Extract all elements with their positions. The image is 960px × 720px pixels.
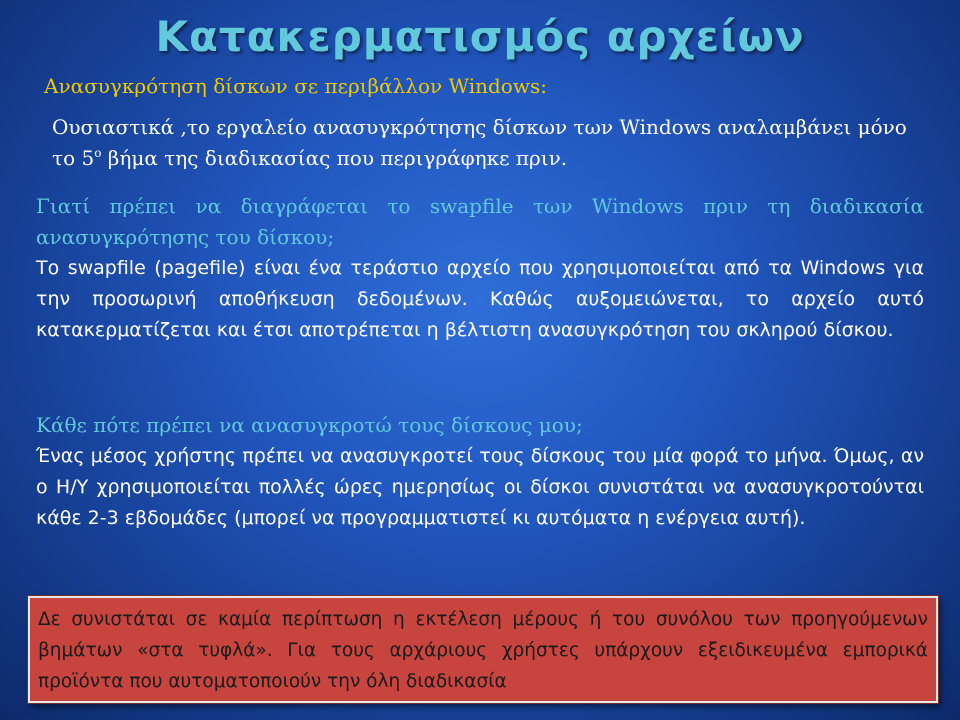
faq-frequency-question: Κάθε πότε πρέπει να ανασυγκροτώ τους δίσκους μου; [36,413,583,437]
lead-text-before: Ουσιαστικά ,το εργαλείο ανασυγκρότησης δίσκων των Windows αναλαμβάνει μόνο το 5 [52,115,907,170]
faq-frequency [36,410,924,534]
faq-frequency-answer: Ένας μέσος χρήστης πρέπει να ανασυγκροτεί τους δίσκους του μία φορά το μήνα. Όμως, αν ο Η/Υ χρησιμοποιείται πολλές ώρες ημερησίως οι δίσκοι συνιστάται να ανασυγκροτούνται κάθε 2-3 εβδομάδες (μπορεί να προγραμματιστεί κι αυτόματα η ενέργεια αυτή). [36,445,924,529]
lead-text-after: βήμα της διαδικασίας που περιγράφηκε πριν. [101,146,568,170]
faq-swapfile [36,191,924,346]
slide-title: Κατακερματισμός αρχείων [155,12,805,61]
warning-box: Δε συνιστάται σε καμία περίπτωση η εκτέλεση μέρους ή του συνόλου των προηγούμενων βημάτων «στα τυφλά». Για τους αρχάριους χρήστες υπάρχουν εξειδικευμένα εμπορικά προϊόντα που αυτοματοποιούν την όλη διαδικασία [28,596,938,703]
lead-superscript: ο [94,146,102,160]
faq-swapfile-question: Γιατί πρέπει να διαγράφεται το swapfile των Windows πριν τη διαδικασία ανασυγκρότησης του δίσκου; [36,194,924,249]
lead-paragraph [52,112,932,174]
faq-swapfile-answer: Το swapfile (pagefile) είναι ένα τεράστιο αρχείο που χρησιμοποιείται από τα Windows για την προσωρινή αποθήκευση δεδομένων. Καθώς αυξομειώνεται, το αρχείο αυτό κατακερματίζεται και έτσι αποτρέπεται η βέλτιστη ανασυγκρότηση του σκληρού δίσκου. [36,257,924,341]
section-subtitle: Ανασυγκρότηση δίσκων σε περιβάλλον Windows: [44,74,547,98]
